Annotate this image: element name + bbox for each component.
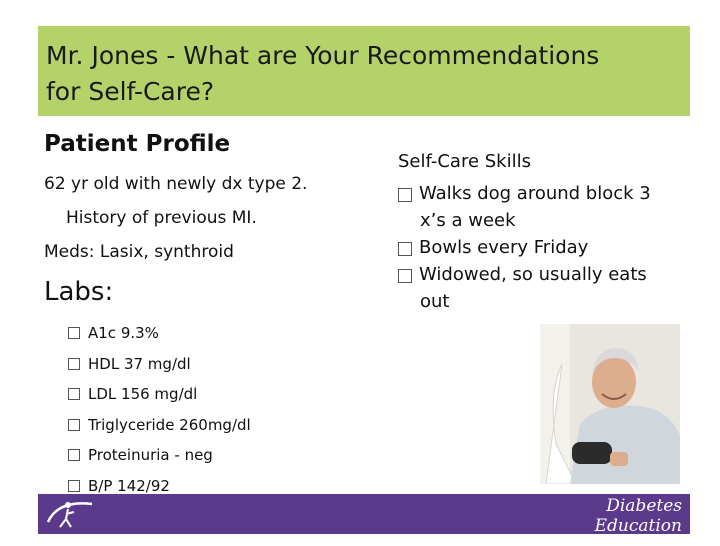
self-care-item [398,180,688,234]
lab-item-label: Proteinuria - neg [88,446,213,464]
self-care-item-line-2: x’s a week [420,210,516,231]
lab-item [68,379,374,410]
footer-bar [38,494,690,545]
self-care-list [398,180,688,315]
self-care-item-line-2: out [420,291,450,312]
logo-text-sub: SERVICES [619,537,682,545]
self-care-item-line-1: Walks dog around block 3 [419,183,651,204]
checkbox-outline-icon [68,327,80,339]
checkbox-outline-icon [68,419,80,431]
slide-title-line-2: for Self-Care? [46,77,215,106]
checkbox-outline-icon [68,449,80,461]
history-text: History of previous MI. [66,208,257,228]
elderly-man-blood-pressure-photo-icon [540,324,680,484]
self-care-section [398,148,688,315]
lab-item-label: HDL 37 mg/dl [88,354,191,373]
slide-title [46,38,676,110]
patient-photo [540,324,680,484]
checkbox-outline-icon [398,188,412,202]
age-diagnosis-text: 62 yr old with newly dx type 2. [44,174,308,194]
lab-item-label: LDL 156 mg/dl [88,385,198,403]
lab-item [68,410,374,441]
lab-item [68,440,374,471]
medications-text: Meds: Lasix, synthroid [44,242,234,262]
self-care-item [398,261,688,315]
self-care-heading: Self-Care Skills [398,151,531,172]
logo-text-main: Diabetes Education [594,496,682,536]
patient-profile-heading: Patient Profile [44,131,231,157]
lab-item-label: B/P 142/92 [88,476,170,495]
slide-title-line-1: Mr. Jones - What are Your Recommendations [46,41,600,70]
lab-item-label: Triglyceride 260mg/dl [88,415,251,434]
diabetes-education-services-logo [522,496,682,545]
stick-figure-swoosh-logo-icon [42,496,102,532]
self-care-item-line-1: Bowls every Friday [419,237,589,258]
checkbox-outline-icon [68,358,80,370]
lab-item [68,349,374,380]
checkbox-outline-icon [398,269,412,283]
self-care-item [398,234,688,261]
labs-list [44,318,374,501]
lab-item-label: A1c 9.3% [88,324,159,342]
title-bar [38,26,690,116]
labs-heading: Labs: [44,277,114,307]
patient-profile-section [44,128,374,501]
self-care-item-line-1: Widowed, so usually eats [419,264,647,285]
checkbox-outline-icon [68,480,80,492]
lab-item [68,318,374,349]
checkbox-outline-icon [68,388,80,400]
checkbox-outline-icon [398,242,412,256]
